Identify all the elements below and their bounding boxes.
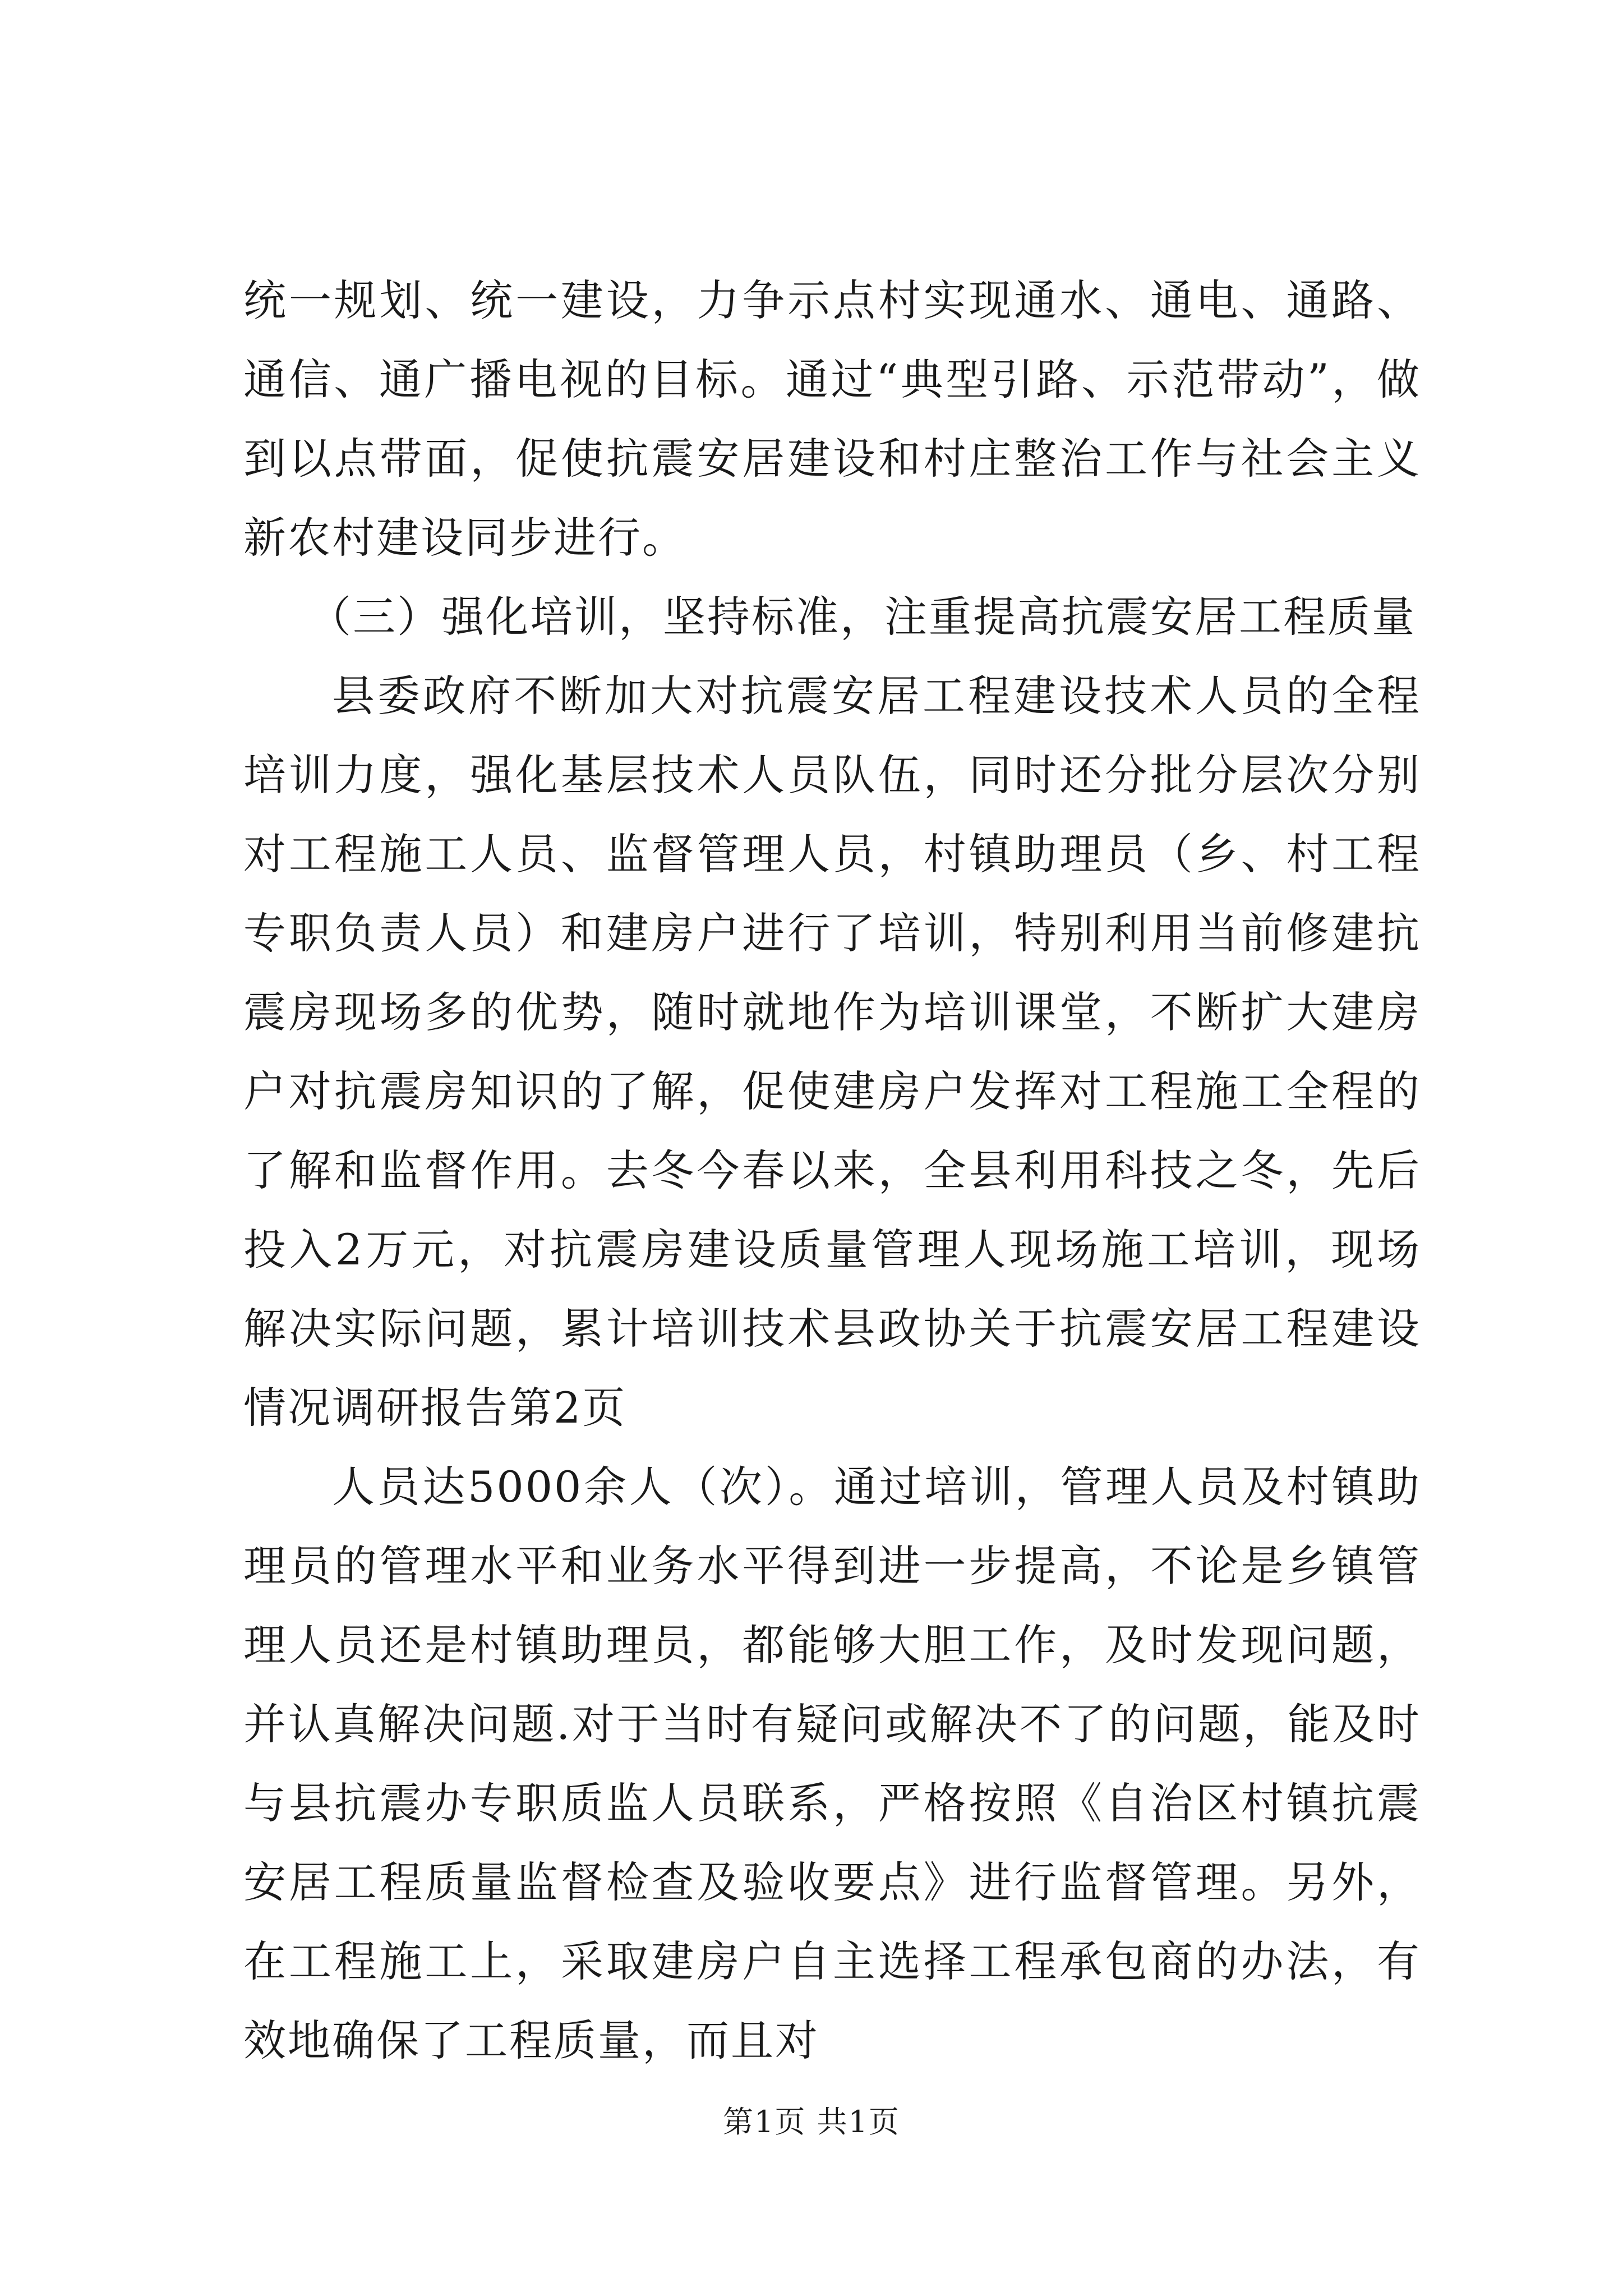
paragraph-continuation: 统一规划、统一建设，力争示点村实现通水、通电、通路、通信、通广播电视的目标。通过“典型引路、示范带动”，做到以点带面，促使抗震安居建设和村庄整治工作与社会主义新农村建设同步进行。	[243, 275, 1421, 563]
page-footer: 第1页 共1页	[723, 2104, 900, 2139]
document-body	[243, 261, 1421, 2080]
paragraph-training: 县委政府不断加大对抗震安居工程建设技术人员的全程培训力度，强化基层技术人员队伍，同时还分批分层次分别对工程施工人员、监督管理人员，村镇助理员（乡、村工程专职负责人员）和建房户进行了培训，特别利用当前修建抗震房现场多的优势，随时就地作为培训课堂，不断扩大建房户对抗震房知识的了解，促使建房户发挥对工程施工全程的了解和监督作用。去冬今春以来，全县利用科技之冬，先后投入2万元，对抗震房建设质量管理人现场施工培训，现场解决实际问题，累计培训技术县政协关于抗震安居工程建设情况调研报告第2页	[243, 671, 1421, 1433]
paragraph-results: 人员达5000余人（次）。通过培训，管理人员及村镇助理员的管理水平和业务水平得到进一步提高，不论是乡镇管理人员还是村镇助理员，都能够大胆工作，及时发现问题，并认真解决问题.对于当时有疑问或解决不了的问题，能及时与县抗震办专职质监人员联系，严格按照《自治区村镇抗震安居工程质量监督检查及验收要点》进行监督管理。另外，在工程施工上，采取建房户自主选择工程承包商的办法，有效地确保了工程质量，而且对	[243, 1462, 1421, 2065]
section-heading: （三）强化培训，坚持标准，注重提高抗震安居工程质量	[308, 592, 1416, 642]
